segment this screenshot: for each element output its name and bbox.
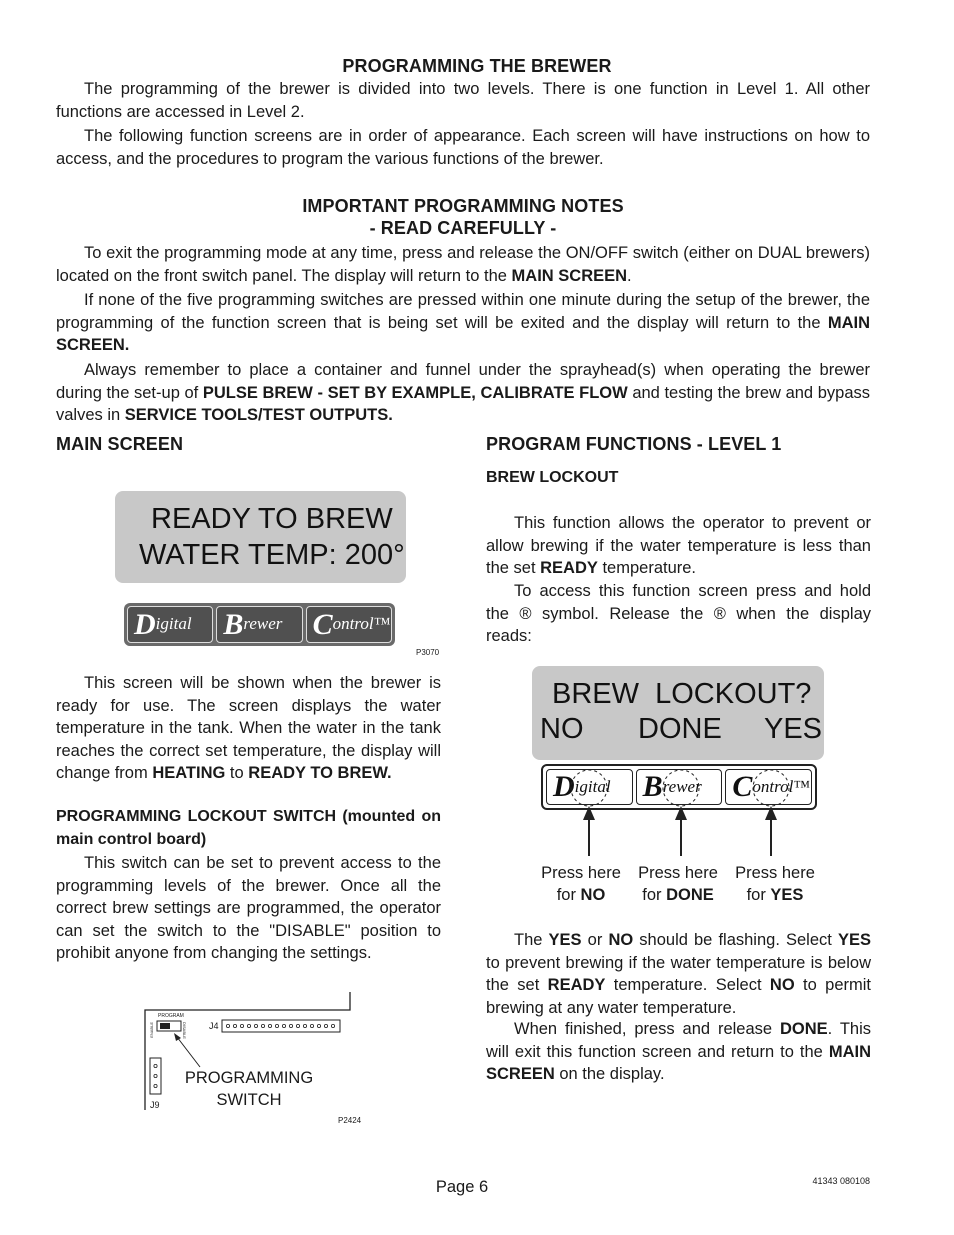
logo-brewer-rest: rewer [243,614,283,634]
press-yes-for: for [746,886,771,904]
level1-p1-end: temperature. [597,559,697,578]
main-figure-code: P3070 [416,648,440,657]
press-arrows [541,766,817,858]
press-done-line1: Press here [638,864,718,882]
p3-ready: READY [547,976,606,995]
notes-p3-text: Always remember to place a container and funnel under the sprayhead(s) when operating the brewer during the set-up of [56,361,870,402]
programming-switch-callout [178,1067,320,1111]
notes-p1-text: To exit the programming mode at any time, press and release the ON/OFF switch (either on DUAL brewers) located on the front switch panel. The display will return to the [56,244,870,285]
p4-main-screen: MAIN SCREEN [486,1042,871,1084]
notes-heading [0,195,926,239]
level1-paragraph-3 [486,929,871,1019]
p3-e: should be flashing. Select [633,931,838,949]
main-desc-ready: READY TO BREW. [248,764,392,783]
page-title: PROGRAMMING THE BREWER [342,56,612,76]
notes-p2-main-screen: MAIN SCREEN. [56,313,870,355]
p3-yes: YES [548,931,582,949]
p4-a: When finished, press and release [514,1020,780,1038]
p3-i: temperature. Select [605,976,770,995]
press-yes-line1: Press here [735,864,815,882]
p3-a: The [514,931,549,949]
level1-heading: PROGRAM FUNCTIONS - LEVEL 1 [486,434,782,454]
board-disable-label: DISABLE [182,1022,187,1039]
notes-p1-main-screen: MAIN SCREEN [511,266,628,285]
press-note-done [628,862,728,906]
keypad-digital-rest: igital [574,776,611,796]
p4-e: on the display. [554,1065,665,1084]
lockout-lcd-yes: YES [764,713,823,745]
p3-no: NO [608,931,634,949]
main-lcd-line1: READY TO BREW [151,503,393,535]
brew-lockout-lcd [532,666,824,760]
press-done-line2 [628,884,728,906]
level1-p1-text: This function allows the operator to prevent or allow brewing if the water temperature is less than the set [486,514,871,578]
intro-paragraph-1: The programming of the brewer is divided into two levels. There is one function in Level 1. All other functions are accessed in Level 2. [56,80,870,121]
main-screen-description [56,672,441,785]
board-j4-label: J4 [209,1021,219,1031]
logo-digital-rest: igital [155,614,192,634]
keypad-digital-initial: D [553,770,575,803]
main-lcd-line2: WATER TEMP: 200° [139,539,405,571]
press-yes-line2 [725,884,825,906]
keypad-control-initial: C [732,770,753,803]
board-enable-label: ENABLE [149,1022,154,1038]
p3-g: to prevent brewing if the water temperature is below the set [486,953,871,995]
logo-brewer [216,606,302,643]
press-no-line1: Press here [541,864,621,882]
p3-c: or [581,931,609,949]
page-number: Page 6 [435,1178,489,1196]
keypad-control-rest: ontrol™ [752,776,810,796]
p3-yes-2: YES [837,931,871,949]
intro-paragraph-2: The following function screens are in order of appearance. Each screen will have instructions on how to access, and the procedures to program the various functions of the brewer. [56,127,870,168]
main-desc-text: This screen will be shown when the brewer is ready for use. The screen displays the water temperature in the tank. When the water in the tank reaches the correct set temperature, the display will change from [56,674,441,783]
lockout-switch-heading: PROGRAMMING LOCKOUT SWITCH (mounted on main control board) [56,808,441,848]
board-program-label: PROGRAM [158,1013,184,1019]
p4-done: DONE [779,1020,828,1038]
p4-c: . This will exit this function screen and return to the [486,1020,871,1061]
notes-p3-pulse-brew: PULSE BREW - SET BY EXAMPLE, CALIBRATE FLOW [202,383,628,402]
notes-p1-end: . [627,266,632,285]
notes-p2-text: If none of the five programming switches are pressed within one minute during the setup of the brewer, the programming of the function screen that is being set will be exited and the display will return to the [56,291,870,332]
logo-brewer-initial: B [223,607,244,641]
level1-paragraph-2: To access this function screen press and hold the ® symbol. Release the ® when the display reads: [486,582,871,646]
press-note-yes [725,862,825,906]
level1-paragraph-4 [486,1018,871,1086]
main-screen-lcd [115,491,406,583]
notes-paragraph-2 [56,289,870,357]
lockout-lcd-done: DONE [638,713,722,745]
notes-heading-line2: - READ CAREFULLY - [369,218,557,238]
notes-heading-line1: IMPORTANT PROGRAMMING NOTES [302,196,624,216]
press-no-line2 [531,884,631,906]
p3-no-2: NO [769,976,795,995]
callout-line2: SWITCH [216,1091,282,1109]
lockout-lcd-line1: BREW LOCKOUT? [552,678,812,710]
main-desc-heating: HEATING [152,764,226,783]
brew-lockout-heading: BREW LOCKOUT [486,469,619,486]
lockout-switch-description: This switch can be set to prevent access to the programming levels of the brewer. Once all the correct brew settings are programmed, the operator can set the switch to the "DISABLE" position to prohibit anyone from changing the settings. [56,854,441,963]
level1-paragraph-1 [486,512,871,580]
digital-brewer-control-logo [124,603,395,646]
logo-digital-initial: D [134,607,156,641]
level1-p1-ready: READY [540,559,598,578]
notes-paragraph-3 [56,359,870,427]
notes-p3-service-tools: SERVICE TOOLS/TEST OUTPUTS. [124,406,393,425]
lockout-lcd-no: NO [540,713,584,745]
logo-control-rest: ontrol™ [332,614,391,634]
logo-digital [127,606,213,643]
press-yes-value: YES [770,886,804,904]
notes-p3-mid: and testing the brew and bypass valves in [56,383,870,425]
keypad-brewer-initial: B [642,770,663,803]
logo-control [306,606,392,643]
press-done-for: for [642,886,667,904]
press-note-no [531,862,631,906]
press-no-value: NO [580,886,606,904]
p3-k: to permit brewing at any water temperature. [486,976,871,1017]
press-no-for: for [556,886,581,904]
callout-line1: PROGRAMMING [184,1069,314,1087]
board-j9-label: J9 [150,1100,160,1110]
main-desc-to: to [225,764,249,783]
press-done-value: DONE [666,886,714,904]
document-code: 41343 080108 [812,1176,870,1186]
notes-paragraph-1 [56,242,870,287]
logo-control-initial: C [312,607,333,641]
main-screen-heading: MAIN SCREEN [56,434,184,454]
keypad-brewer-rest: rewer [662,776,702,796]
board-figure-code: P2424 [338,1116,362,1125]
